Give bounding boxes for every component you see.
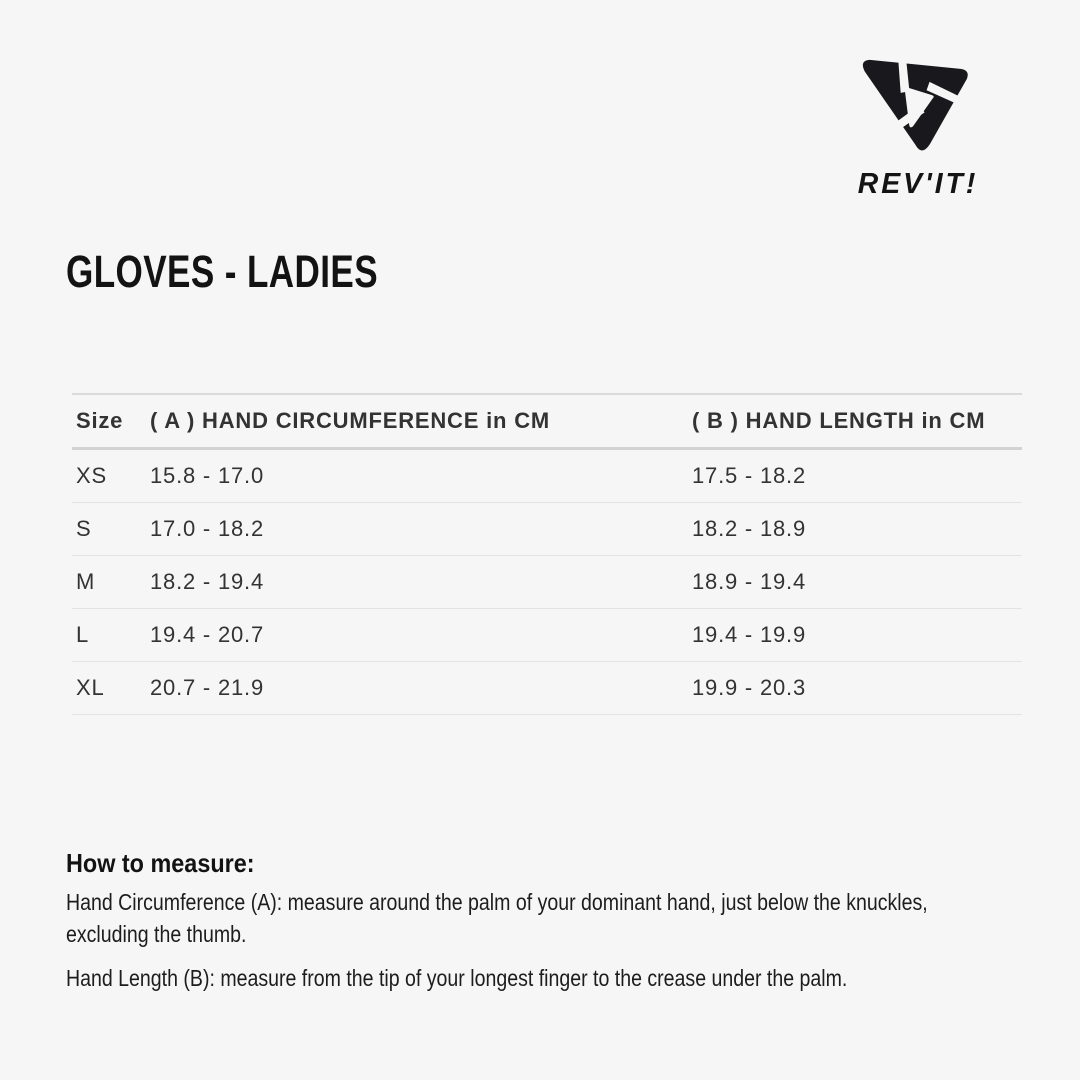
how-to-measure-heading: How to measure:: [66, 848, 255, 878]
hand-circumference-cell: 17.0 - 18.2: [150, 516, 264, 541]
table-row: [72, 450, 1022, 503]
hand-circumference-cell: 15.8 - 17.0: [150, 463, 264, 488]
hand-circumference-cell: 20.7 - 21.9: [150, 675, 264, 700]
size-cell: M: [76, 569, 96, 594]
size-cell: XL: [76, 675, 105, 700]
hand-circumference-instruction: [66, 886, 928, 950]
table-row: [72, 556, 1022, 609]
page-title: GLOVES - LADIES: [66, 246, 379, 297]
size-cell: L: [76, 622, 90, 647]
hand-length-cell: 19.4 - 19.9: [692, 622, 806, 647]
size-cell: S: [76, 516, 92, 541]
table-row: [72, 662, 1022, 715]
brand-block: [828, 50, 1008, 201]
revit-shield-icon: [860, 50, 976, 166]
column-header-hand-length: ( B ) HAND LENGTH in CM: [692, 408, 986, 433]
hand-length-cell: 18.9 - 19.4: [692, 569, 806, 594]
size-table: [72, 393, 1022, 715]
brand-wordmark: REV'IT!: [857, 168, 979, 200]
hand-length-cell: 18.2 - 18.9: [692, 516, 806, 541]
table-header-row: [72, 393, 1022, 450]
instruction-line: Hand Circumference (A): measure around the palm of your dominant hand, just below the knuckles,: [66, 889, 928, 915]
hand-length-instruction: Hand Length (B): measure from the tip of your longest finger to the crease under the palm.: [66, 965, 848, 991]
hand-circumference-cell: 19.4 - 20.7: [150, 622, 264, 647]
hand-length-cell: 17.5 - 18.2: [692, 463, 806, 488]
column-header-hand-circumference: ( A ) HAND CIRCUMFERENCE in CM: [150, 408, 551, 433]
instruction-line: excluding the thumb.: [66, 921, 247, 947]
column-header-size: Size: [76, 408, 124, 433]
size-cell: XS: [76, 463, 107, 488]
table-row: [72, 503, 1022, 556]
hand-length-cell: 19.9 - 20.3: [692, 675, 806, 700]
table-row: [72, 609, 1022, 662]
hand-circumference-cell: 18.2 - 19.4: [150, 569, 264, 594]
